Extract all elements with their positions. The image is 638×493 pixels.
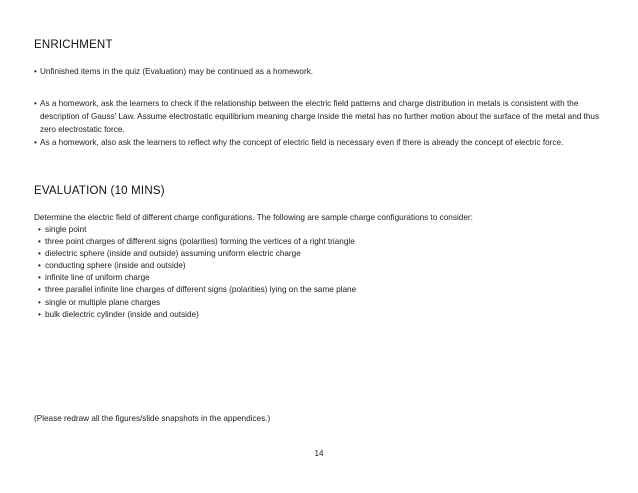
- list-item: • bulk dielectric cylinder (inside and outside): [38, 309, 356, 321]
- enrichment-bullet-text: As a homework, ask the learners to check if the relationship between the electric field patterns and charge distribution in metals is consistent with the description of Gauss' Law. Assume electrostatic equilibrium meaning charge inside the metal has no further motion about the surface of the metal and thus zero electrostatic force.: [40, 99, 600, 135]
- evaluation-heading: EVALUATION (10 MINS): [34, 185, 165, 197]
- bullet-dot: •: [38, 261, 41, 271]
- list-item: • three point charges of different signs (polarities) forming the vertices of a right triangle: [38, 236, 356, 248]
- enrichment-bullet: [34, 65, 608, 78]
- bullet-dot: •: [38, 297, 41, 307]
- bullet-dot: •: [34, 138, 37, 147]
- list-item: • conducting sphere (inside and outside): [38, 260, 356, 272]
- list-item: • dielectric sphere (inside and outside) assuming uniform electric charge: [38, 248, 356, 260]
- charge-configuration-list: [38, 224, 356, 321]
- appendix-note: (Please redraw all the figures/slide snapshots in the appendices.): [34, 414, 271, 423]
- list-item: • infinite line of uniform charge: [38, 272, 356, 284]
- list-item: • single point: [38, 224, 356, 236]
- bullet-dot: •: [34, 99, 37, 108]
- list-item: • single or multiple plane charges: [38, 297, 356, 309]
- bullet-dot: •: [38, 225, 41, 234]
- enrichment-bullet: [34, 136, 608, 149]
- bullet-dot: •: [38, 237, 41, 247]
- enrichment-bullet: [34, 97, 608, 137]
- page-number: 14: [314, 449, 324, 458]
- bullet-dot: •: [38, 309, 41, 319]
- list-item: • three parallel infinite line charges of different signs (polarities) lying on the same plane: [38, 284, 356, 296]
- bullet-dot: •: [38, 285, 41, 295]
- bullet-dot: •: [38, 273, 41, 283]
- enrichment-bullet-text: As a homework, also ask the learners to reflect why the concept of electric field is necessary even if there is already the concept of electric force.: [40, 138, 564, 147]
- enrichment-bullet-text: Unfinished items in the quiz (Evaluation) may be continued as a homework.: [40, 67, 314, 76]
- enrichment-heading: ENRICHMENT: [34, 39, 113, 51]
- evaluation-intro: Determine the electric field of different charge configurations. The following are sample charge configurations to consider:: [34, 213, 473, 222]
- bullet-dot: •: [38, 249, 41, 259]
- bullet-dot: •: [34, 67, 37, 76]
